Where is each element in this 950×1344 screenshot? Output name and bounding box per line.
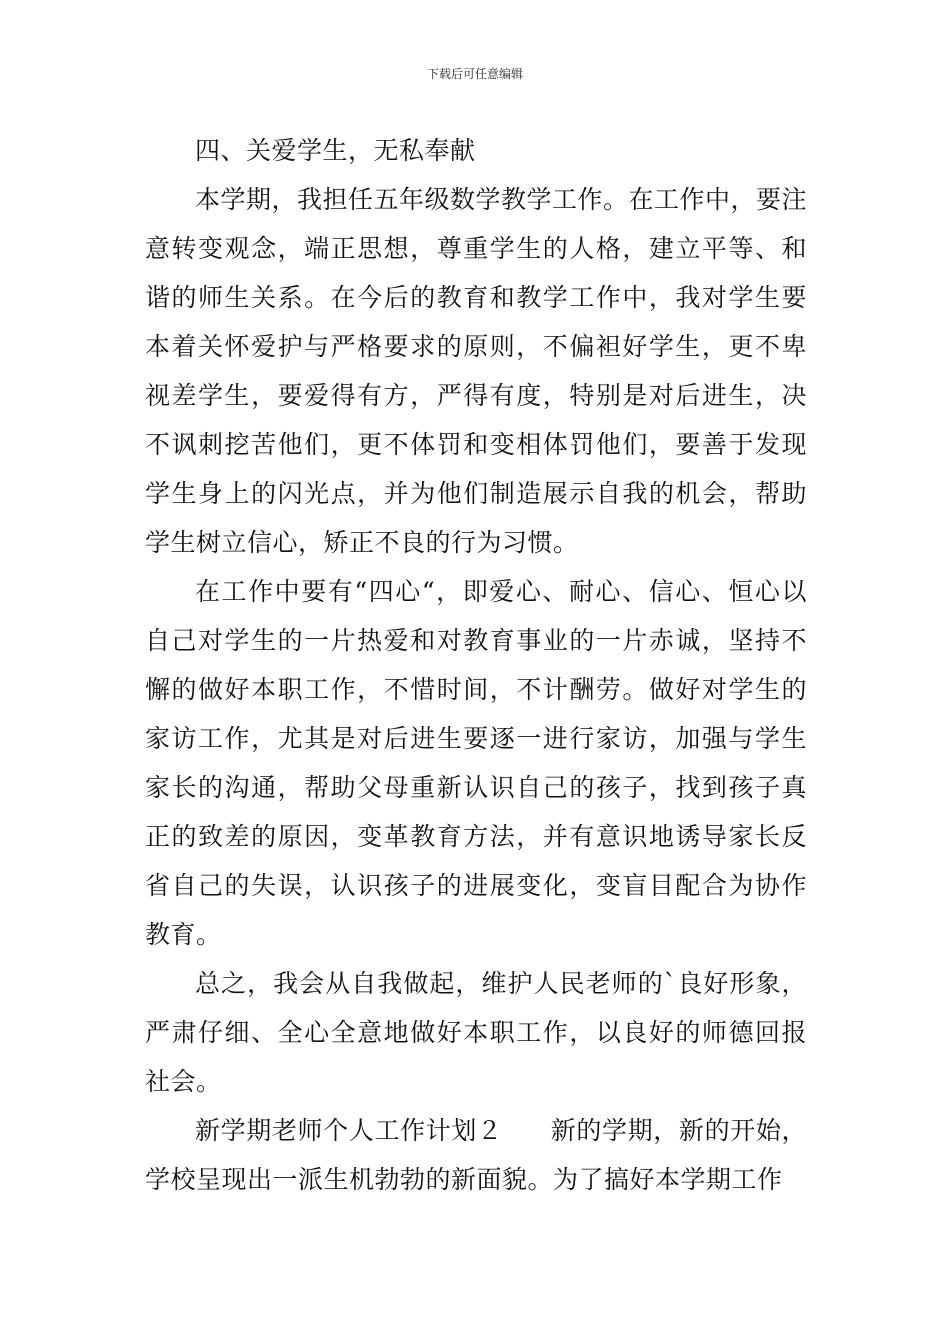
plan-title: 新学期老师个人工作计划２ (195, 1116, 503, 1145)
paragraph-new-plan (145, 1106, 807, 1204)
page-header: 下载后可任意编辑 (426, 67, 523, 81)
paragraph-four-hearts: 在工作中要有“四心“，即爱心、耐心、信心、恒心以自己对学生的一片热爱和对教育事业的一片赤诚，坚持不懈的做好本职工作，不惜时间，不计酬劳。做好对学生的家访工作，尤其是对后进生要逐一进行家访，加强与学生家长的沟通，帮助父母重新认识自己的孩子，找到孩子真正的致差的原因，变革教育方法，并有意识地诱导家长反省自己的失误，认识孩子的进展变化，变盲目配合为协作教育。 (145, 577, 807, 949)
paragraph-teaching: 本学期，我担任五年级数学教学工作。在工作中，要注意转变观念，端正思想，尊重学生的人格，建立平等、和谐的师生关系。在今后的教育和教学工作中，我对学生要本着关怀爱护与严格要求的原则，不偏袒好学生，更不卑视差学生，要爱得有方，严得有度，特别是对后进生，决不讽刺挖苦他们，更不体罚和变相体罚他们，要善于发现学生身上的闪光点，并为他们制造展示自我的机会，帮助学生树立信心，矫正不良的行为习惯。 (145, 185, 808, 557)
paragraph-conclusion: 总之，我会从自我做起，维护人民老师的`良好形象，严肃仔细、全心全意地做好本职工作，以良好的师德回报社会。 (145, 969, 807, 1096)
plan-body: 新的学期，新的开始，学校呈现出一派生机勃勃的新面貌。为了搞好本学期工作 (145, 1116, 807, 1194)
document-body (145, 126, 807, 1204)
section-heading: 四、关爱学生，无私奉献 (195, 136, 476, 165)
